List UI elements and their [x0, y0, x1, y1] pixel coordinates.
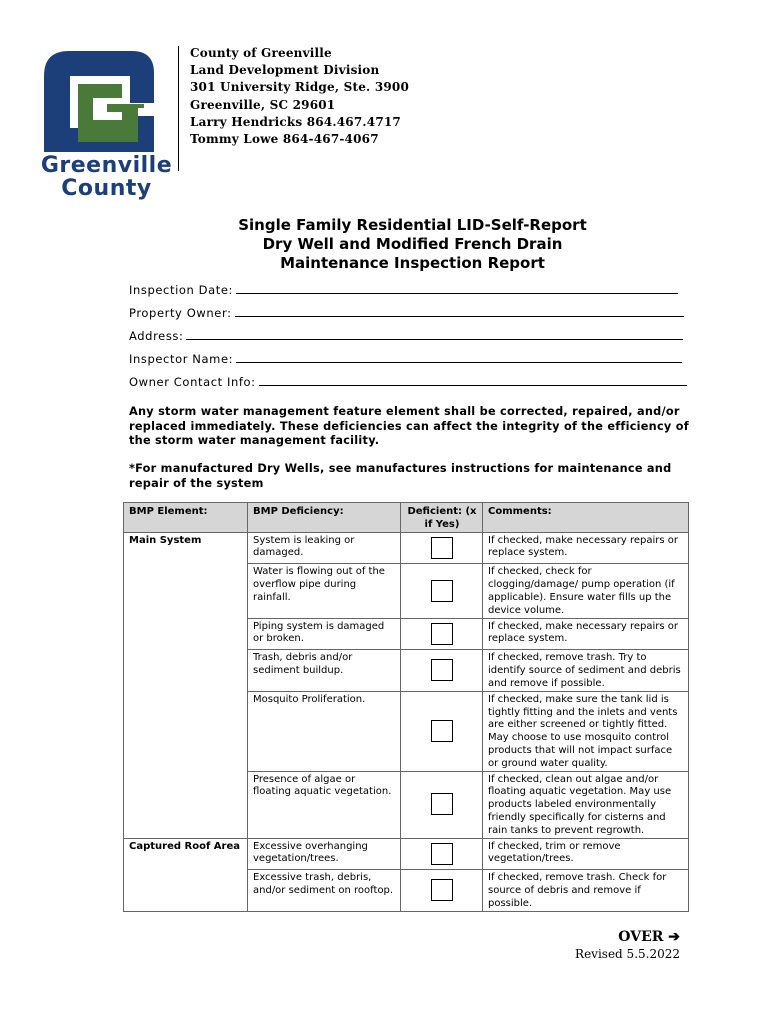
inspector-name-field: [129, 352, 682, 366]
deficient-checkbox[interactable]: [431, 879, 453, 901]
contact-block: [190, 45, 409, 148]
deficiency-cell: System is leaking or damaged.: [248, 532, 401, 564]
header-bmp-element: BMP Element:: [124, 503, 248, 533]
address-field: [129, 329, 683, 343]
deficiency-cell: Trash, debris and/or sediment buildup.: [248, 650, 401, 691]
manufacturer-note: *For manufactured Dry Wells, see manufactures instructions for maintenance and repair of the system: [129, 462, 672, 490]
logo-text-line1: Greenville: [40, 153, 173, 178]
title-line1: Single Family Residential LID-Self-Report: [238, 216, 587, 234]
owner-contact-input[interactable]: [259, 385, 687, 386]
deficient-checkbox[interactable]: [431, 580, 453, 602]
right-arrow-icon: ➔: [668, 929, 680, 945]
bmp-element-captured-roof-area: Captured Roof Area: [124, 838, 248, 911]
comments-cell: If checked, check for clogging/damage/ pump operation (if applicable). Ensure water fills up the device volume.: [483, 564, 689, 618]
comments-cell: If checked, remove trash. Try to identify source of sediment and debris and remove if possible.: [483, 650, 689, 691]
deficiency-cell: Piping system is damaged or broken.: [248, 618, 401, 650]
inspection-date-field: [129, 283, 678, 297]
page-title: [130, 216, 695, 273]
table-header-row: [124, 503, 689, 533]
inspection-date-input[interactable]: [236, 293, 678, 294]
address-label: Address:: [129, 329, 184, 343]
logo-text-line2: County: [61, 176, 152, 201]
revised-date: Revised 5.5.2022: [575, 947, 680, 961]
deficient-cell: [401, 618, 483, 650]
deficient-checkbox[interactable]: [431, 720, 453, 742]
deficient-cell: [401, 691, 483, 771]
header-deficient: Deficient: (x if Yes): [401, 503, 483, 533]
contact-line: Larry Hendricks 864.467.4717: [190, 114, 401, 129]
deficient-checkbox[interactable]: [431, 659, 453, 681]
inspector-name-input[interactable]: [236, 362, 682, 363]
inspector-name-label: Inspector Name:: [129, 352, 234, 366]
comments-cell: If checked, trim or remove vegetation/trees.: [483, 838, 689, 870]
deficient-checkbox[interactable]: [431, 843, 453, 865]
table-row: [124, 838, 689, 870]
deficient-cell: [401, 564, 483, 618]
greenville-county-logo: [34, 48, 179, 204]
contact-line: Tommy Lowe 864-467-4067: [190, 132, 379, 147]
inspection-table: [123, 502, 689, 912]
bmp-element-main-system: Main System: [124, 532, 248, 838]
deficient-cell: [401, 650, 483, 691]
contact-line: Land Development Division: [190, 63, 380, 78]
deficiency-cell: Excessive trash, debris, and/or sediment on rooftop.: [248, 870, 401, 911]
property-owner-label: Property Owner:: [129, 306, 232, 320]
deficiency-cell: Water is flowing out of the overflow pipe during rainfall.: [248, 564, 401, 618]
warning-text: Any storm water management feature element shall be corrected, repaired, and/or replaced immediately. These deficiencies can affect the integrity of the efficiency of the storm water management facility.: [129, 405, 689, 447]
title-line2: Dry Well and Modified French Drain: [262, 235, 563, 253]
table-row: [124, 532, 689, 564]
contact-line: Greenville, SC 29601: [190, 97, 336, 112]
deficient-cell: [401, 838, 483, 870]
comments-cell: If checked, make sure the tank lid is tightly fitting and the inlets and vents are either screened or tightly fitted. May choose to use mosquito control products that will not impact surface or ground water quality.: [483, 691, 689, 771]
address-input[interactable]: [186, 339, 683, 340]
owner-contact-field: [129, 375, 687, 389]
header-divider: [178, 46, 179, 171]
inspection-date-label: Inspection Date:: [129, 283, 234, 297]
over-text: OVER: [618, 929, 664, 945]
title-line3: Maintenance Inspection Report: [280, 254, 545, 272]
comments-cell: If checked, remove trash. Check for source of debris and remove if possible.: [483, 870, 689, 911]
deficient-checkbox[interactable]: [431, 793, 453, 815]
deficient-cell: [401, 532, 483, 564]
comments-cell: If checked, make necessary repairs or replace system.: [483, 618, 689, 650]
header-comments: Comments:: [483, 503, 689, 533]
deficient-checkbox[interactable]: [431, 623, 453, 645]
deficiency-cell: Presence of algae or floating aquatic vegetation.: [248, 771, 401, 838]
deficient-checkbox[interactable]: [431, 537, 453, 559]
contact-line: 301 University Ridge, Ste. 3900: [190, 80, 410, 95]
property-owner-input[interactable]: [235, 316, 684, 317]
contact-line: County of Greenville: [190, 46, 332, 60]
owner-contact-label: Owner Contact Info:: [129, 375, 256, 389]
header-bmp-deficiency: BMP Deficiency:: [248, 503, 401, 533]
deficiency-cell: Mosquito Proliferation.: [248, 691, 401, 771]
comments-cell: If checked, make necessary repairs or replace system.: [483, 532, 689, 564]
deficient-cell: [401, 870, 483, 911]
logo-text: [34, 154, 179, 200]
property-owner-field: [129, 306, 684, 320]
deficiency-cell: Excessive overhanging vegetation/trees.: [248, 838, 401, 870]
deficient-cell: [401, 771, 483, 838]
comments-cell: If checked, clean out algae and/or floating aquatic vegetation. May use products labeled environmentally friendly specifically for cisterns and rain tanks to prevent regrowth.: [483, 771, 689, 838]
over-label: [618, 929, 680, 945]
